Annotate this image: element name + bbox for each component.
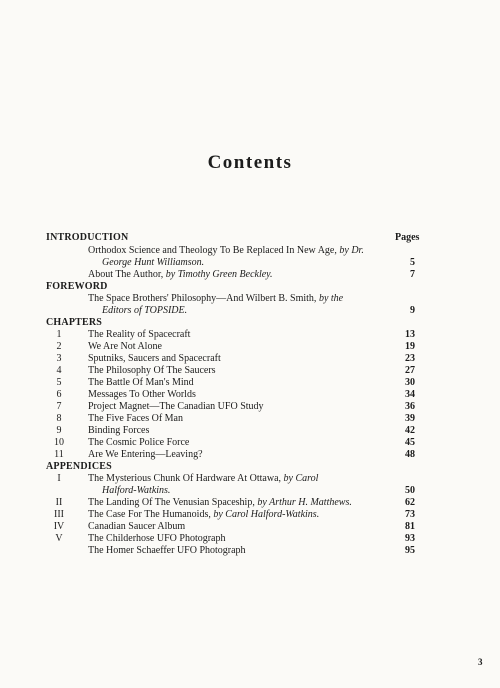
page-number: 3	[478, 657, 483, 667]
chapter-row	[0, 365, 500, 377]
appendix-page: 62	[405, 497, 415, 508]
section-heading-introduction	[0, 232, 500, 245]
chapter-page: 39	[405, 413, 415, 424]
appendix-title: The Case For The Humanoids,	[88, 509, 211, 520]
entry-page: 5	[410, 257, 415, 268]
appendix-row	[0, 545, 500, 557]
appendix-row	[0, 509, 500, 521]
section-label: CHAPTERS	[46, 317, 103, 328]
appendix-page: 50	[405, 485, 415, 496]
appendix-title: The Childerhose UFO Photograph	[88, 533, 226, 544]
chapter-row	[0, 341, 500, 353]
chapter-page: 13	[405, 329, 415, 340]
appendix-author: by Carol	[283, 473, 319, 484]
appendix-number: III	[54, 509, 64, 520]
appendix-number: I	[57, 473, 61, 484]
entry-title: Orthodox Science and Theology To Be Replaced In New Age,	[88, 245, 337, 256]
chapter-row	[0, 425, 500, 437]
chapter-title: Project Magnet—The Canadian UFO Study	[88, 401, 264, 412]
chapter-title: We Are Not Alone	[88, 341, 162, 352]
chapter-title: Sputniks, Saucers and Spacecraft	[88, 353, 221, 364]
entry-author: Editors of TOPSIDE.	[102, 305, 188, 316]
toc-entry-line	[0, 245, 500, 257]
chapter-title: Binding Forces	[88, 425, 150, 436]
appendix-page: 95	[405, 545, 415, 556]
entry-title: The Space Brothers' Philosophy—And Wilbert B. Smith,	[88, 293, 317, 304]
chapter-page: 30	[405, 377, 415, 388]
chapter-number: 11	[54, 449, 64, 460]
appendix-row-continued	[0, 485, 500, 497]
chapter-title: The Reality of Spacecraft	[88, 329, 191, 340]
chapter-page: 19	[405, 341, 415, 352]
entry-author: by Dr.	[339, 245, 364, 256]
chapter-page: 34	[405, 389, 415, 400]
chapter-row	[0, 389, 500, 401]
appendix-number: IV	[53, 521, 65, 532]
chapter-number: 10	[54, 437, 64, 448]
chapter-title: Are We Entering—Leaving?	[88, 449, 203, 460]
section-heading-foreword	[0, 281, 500, 293]
section-label: FOREWORD	[46, 281, 108, 292]
toc-entry-line	[0, 305, 500, 317]
section-label: INTRODUCTION	[46, 232, 129, 243]
entry-author: George Hunt Williamson.	[102, 257, 205, 268]
table-of-contents	[0, 232, 500, 557]
entry-title: About The Author,	[88, 269, 164, 280]
chapter-number: 8	[56, 413, 62, 424]
appendix-row	[0, 521, 500, 533]
section-heading-appendices	[0, 461, 500, 473]
section-label: APPENDICES	[46, 461, 112, 472]
appendix-title: Canadian Saucer Album	[88, 521, 186, 532]
chapter-title: The Cosmic Police Force	[88, 437, 190, 448]
chapter-page: 42	[405, 425, 415, 436]
appendix-page: 73	[405, 509, 415, 520]
chapter-title: The Battle Of Man's Mind	[88, 377, 194, 388]
toc-entry-line	[0, 293, 500, 305]
chapter-row	[0, 329, 500, 341]
appendix-author: Halford-Watkins.	[102, 485, 171, 496]
entry-page: 9	[410, 305, 415, 316]
appendix-title: The Landing Of The Venusian Spaceship,	[88, 497, 255, 508]
appendix-title: The Mysterious Chunk Of Hardware At Ottawa,	[88, 473, 282, 484]
appendix-row	[0, 497, 500, 509]
entry-page: 7	[410, 269, 415, 280]
appendix-page: 81	[405, 521, 415, 532]
chapter-page: 36	[405, 401, 415, 412]
chapter-number: 1	[56, 329, 62, 340]
toc-entry-line	[0, 257, 500, 269]
appendix-author: by Arthur H. Matthews.	[257, 497, 352, 508]
chapter-number: 9	[56, 425, 62, 436]
chapter-number: 7	[56, 401, 62, 412]
appendix-title: The Homer Schaeffer UFO Photograph	[88, 545, 246, 556]
appendix-number: II	[55, 497, 63, 508]
appendix-row	[0, 533, 500, 545]
toc-entry	[0, 269, 500, 281]
page-title: Contents	[207, 152, 293, 173]
chapter-row	[0, 449, 500, 461]
chapter-row	[0, 437, 500, 449]
pages-column-header: Pages	[395, 232, 420, 243]
chapter-title: Messages To Other Worlds	[88, 389, 196, 400]
appendix-page: 93	[405, 533, 415, 544]
section-heading-chapters	[0, 317, 500, 329]
chapter-number: 5	[56, 377, 62, 388]
chapter-page: 48	[405, 449, 415, 460]
chapter-page: 27	[405, 365, 415, 376]
appendix-row	[0, 473, 500, 485]
appendix-number: V	[55, 533, 63, 544]
entry-author: by Timothy Green Beckley.	[165, 269, 273, 280]
chapter-number: 3	[56, 353, 62, 364]
chapter-page: 45	[405, 437, 415, 448]
chapter-title: The Five Faces Of Man	[88, 413, 183, 424]
chapter-title: The Philosophy Of The Saucers	[88, 365, 216, 376]
chapter-number: 6	[56, 389, 62, 400]
chapter-number: 2	[56, 341, 62, 352]
chapter-row	[0, 413, 500, 425]
chapter-row	[0, 401, 500, 413]
entry-author: by the	[318, 293, 344, 304]
chapter-number: 4	[56, 365, 62, 376]
chapter-row	[0, 377, 500, 389]
appendix-author: by Carol Halford-Watkins.	[213, 509, 320, 520]
chapter-page: 23	[405, 353, 415, 364]
chapter-row	[0, 353, 500, 365]
